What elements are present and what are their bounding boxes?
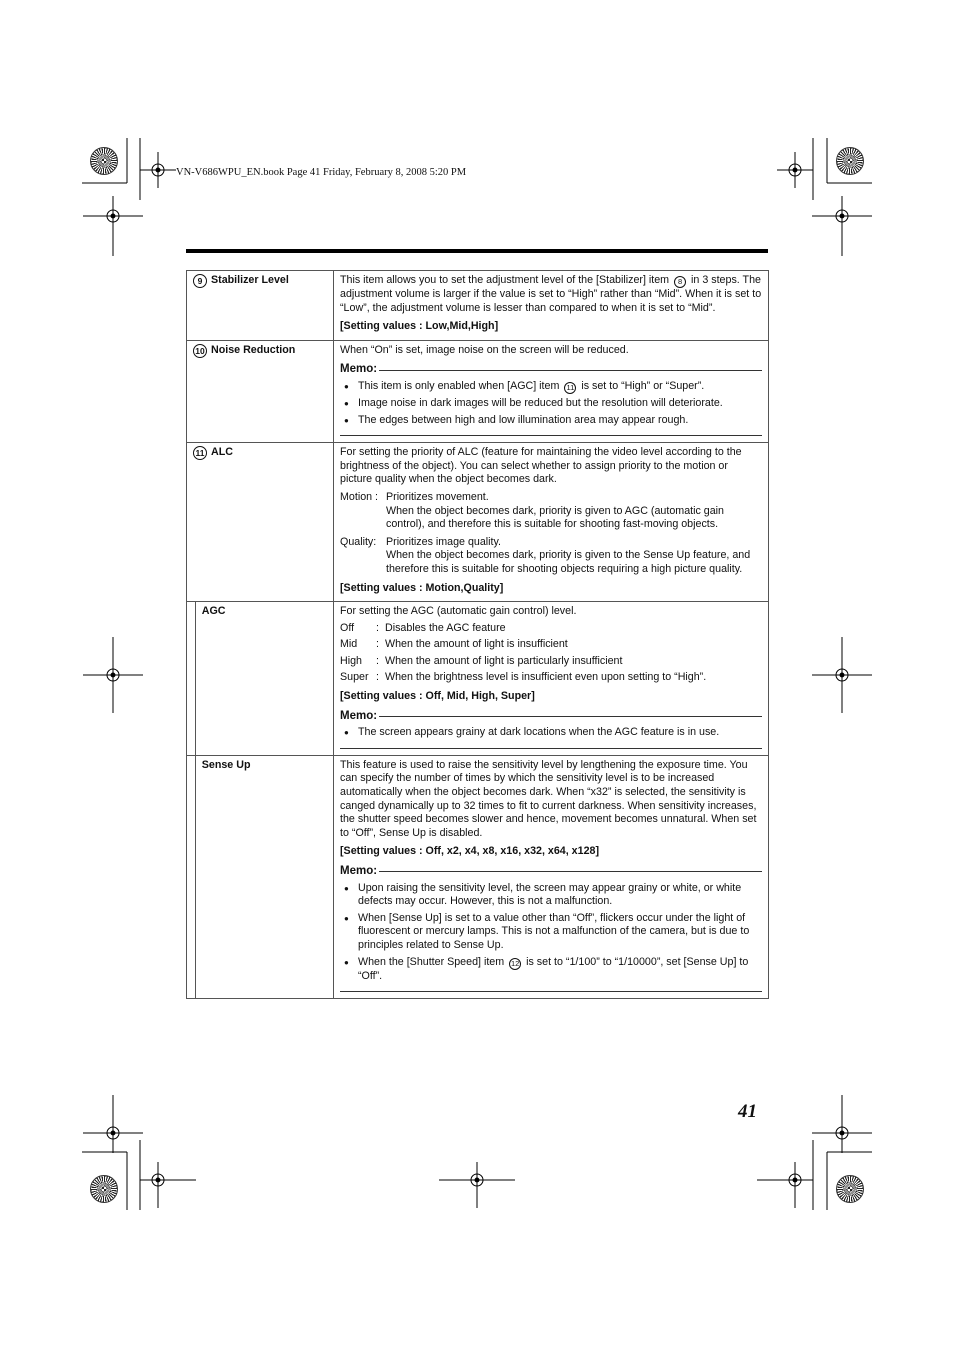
description-text: For setting the priority of ALC (feature for maintaining the video level according to the brightness of the object). You can select whether to assign priority to the motion or picture quality when the object becomes dark.: [340, 446, 742, 486]
item-number: 11: [193, 446, 207, 460]
item-number: 9: [193, 274, 207, 288]
table-row-sense-up: [187, 755, 769, 998]
item-reference: 8: [674, 276, 686, 288]
item-reference: 12: [510, 958, 520, 968]
memo-label: Memo:: [340, 363, 378, 376]
memo-heading: [340, 363, 762, 377]
memo-text: When the [Shutter Speed] item: [358, 955, 505, 968]
memo-list: [340, 882, 762, 993]
indent-cell: [187, 755, 196, 998]
description-text: in 3 steps. The adjustment volume is larger if the value is set to “High” rather than “Mid”. When it is set to “Low”, the adjustment volume is lesser than compared to when it is set to “Mid”.: [340, 274, 762, 314]
row-label: [187, 443, 334, 602]
memo-label: Memo:: [340, 709, 378, 722]
agc-options: [340, 622, 762, 685]
description-text: When “On” is set, image noise on the screen will be reduced.: [340, 343, 629, 356]
agc-option: [340, 655, 762, 669]
row-label-text: ALC: [211, 446, 233, 459]
row-label: [195, 602, 333, 756]
mode-key: Motion :: [340, 490, 379, 503]
agc-option-key: Mid: [340, 638, 358, 651]
mode-quality: [340, 536, 762, 577]
list-item: ● Image noise in dark images will be reduced but the resolution will deteriorate.: [340, 397, 762, 411]
mode-key: Quality:: [340, 535, 377, 548]
list-item: [340, 956, 762, 984]
description-text: This feature is used to raise the sensitivity level by lengthening the exposure time. You can specify the number of times by which the sensitivity level is to be increased automatically when the object becomes dark. When “x32” is selected, the sensitivity is canged dynamically up to 32 times to fit to current darkness. When sensitivity increases, the shutter speed becomes slower and hence, movement becomes unnatural. When set to “Off”, Sense Up is disabled.: [340, 758, 757, 839]
row-description: [334, 443, 769, 602]
agc-option-key: Super: [340, 671, 369, 684]
setting-values: [Setting values : Off, Mid, High, Super]: [340, 690, 535, 703]
agc-option-key: Off: [340, 621, 355, 634]
row-label: [187, 271, 334, 341]
memo-text: This item is only enabled when [AGC] item: [358, 379, 560, 392]
setting-values: [Setting values : Motion,Quality]: [340, 581, 504, 594]
row-label: [195, 755, 333, 998]
item-number: 10: [193, 344, 207, 358]
agc-option: [340, 638, 762, 652]
memo-list: [340, 380, 762, 436]
agc-option-value: When the amount of light is particularly insufficient: [385, 654, 623, 667]
row-label-text: Stabilizer Level: [211, 274, 289, 286]
agc-option: [340, 622, 762, 636]
memo-heading: [340, 710, 762, 724]
agc-option-colon: :: [376, 621, 379, 634]
book-info-header: VN-V686WPU_EN.book Page 41 Friday, February 8, 2008 5:20 PM: [176, 167, 467, 178]
memo-heading: [340, 865, 762, 879]
mode-detail: When the object becomes dark, priority is given to the Sense Up feature, and therefore this is suitable for shooting objects requiring a high picture quality.: [386, 549, 751, 575]
row-description: [334, 755, 769, 998]
agc-option-colon: :: [376, 638, 379, 651]
table-row-noise-reduction: [187, 340, 769, 442]
description-text: This item allows you to set the adjustment level of the [Stabilizer] item: [340, 274, 670, 286]
settings-table: [186, 270, 769, 999]
row-description: [334, 271, 769, 341]
row-label-text: Sense Up: [201, 758, 251, 771]
agc-option-key: High: [340, 654, 362, 667]
item-reference: 11: [564, 382, 576, 394]
list-item: [340, 380, 762, 394]
agc-option-colon: :: [376, 671, 379, 684]
list-item: ● Upon raising the sensitivity level, the screen may appear grainy or white, or white defects may occur. However, this is not a malfunction.: [340, 882, 762, 909]
memo-text: is set to “High” or “Super”.: [578, 379, 705, 392]
list-item: ● The edges between high and low illumination area may appear rough.: [340, 414, 762, 428]
list-item: ● When [Sense Up] is set to a value other than “Off”, flickers occur under the light of fluorescent or mercury lamps. This is not a malfunction of the camera, but is due to principles related to Sense Up.: [340, 912, 762, 953]
memo-list: [340, 726, 762, 749]
indent-cell: [187, 602, 196, 756]
row-description: [334, 340, 769, 442]
agc-option-value: When the amount of light is insufficient: [385, 638, 568, 651]
description-text: For setting the AGC (automatic gain control) level.: [340, 605, 577, 618]
row-label-text: Noise Reduction: [211, 343, 296, 356]
top-rule: [186, 249, 768, 253]
agc-option-value: When the brightness level is insufficient even upon setting to “High”.: [385, 671, 707, 684]
table-row-agc: [187, 602, 769, 756]
list-item: ● The screen appears grainy at dark locations when the AGC feature is in use.: [340, 726, 762, 740]
agc-option-value: Disables the AGC feature: [385, 621, 506, 634]
page-number: 41: [738, 1101, 757, 1122]
table-row-stabilizer: [187, 271, 769, 341]
row-label: [187, 340, 334, 442]
setting-values: [Setting values : Low,Mid,High]: [340, 320, 499, 333]
memo-label: Memo:: [340, 865, 378, 877]
mode-value: Prioritizes image quality.: [386, 535, 502, 548]
agc-option-colon: :: [376, 654, 379, 667]
agc-option: [340, 671, 762, 685]
memo-text: is set to “1/100” to “1/10000”, set [Sense Up] to “Off”.: [358, 955, 749, 982]
row-label-text: AGC: [201, 605, 226, 618]
mode-motion: [340, 491, 762, 532]
mode-detail: When the object becomes dark, priority is given to AGC (automatic gain control), and therefore this is suitable for shooting fast-moving objects.: [386, 504, 725, 531]
setting-values: [Setting values : Off, x2, x4, x8, x16, x32, x64, x128]: [340, 845, 600, 858]
table-row-alc: [187, 443, 769, 602]
row-description: [334, 602, 769, 756]
mode-value: Prioritizes movement.: [386, 490, 489, 503]
